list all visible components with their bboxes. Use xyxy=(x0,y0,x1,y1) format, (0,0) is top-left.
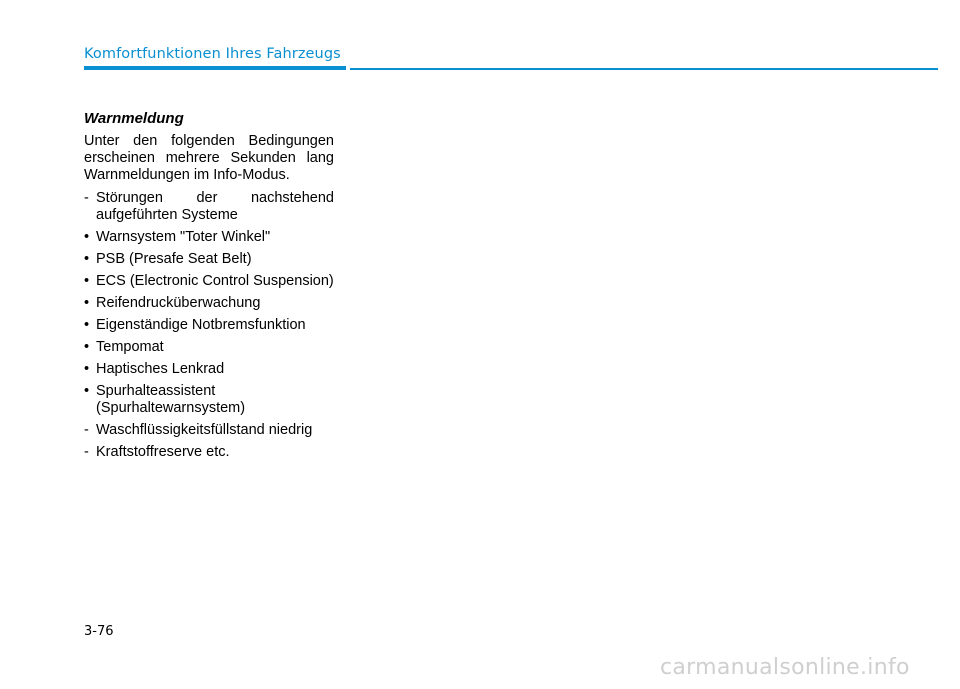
dash-marker: - xyxy=(84,444,89,460)
dash-item-text: Kraftstoffreserve etc. xyxy=(96,444,230,460)
bullet-marker: • xyxy=(84,361,90,377)
bullet-item xyxy=(84,229,334,246)
bullet-item xyxy=(84,295,334,312)
bullet-item-text: Haptisches Lenkrad xyxy=(96,361,225,377)
header-rule-thin xyxy=(350,68,938,70)
dash-item xyxy=(84,190,334,224)
bullet-item xyxy=(84,251,334,268)
manual-content xyxy=(84,110,334,466)
bullet-item xyxy=(84,339,334,356)
dash-item-text: Störungen der nachstehend aufgeführten Systeme xyxy=(96,190,334,223)
bullet-item xyxy=(84,383,334,417)
bullet-marker: • xyxy=(84,251,90,267)
bullet-item-text: Warnsystem "Toter Winkel" xyxy=(96,229,271,245)
bullet-marker: • xyxy=(84,383,90,399)
bullet-marker: • xyxy=(84,229,90,245)
bullet-marker: • xyxy=(84,273,90,289)
dash-item xyxy=(84,444,334,461)
bullet-item-text: Reifendrucküberwachung xyxy=(96,295,261,311)
bullet-item-text: ECS (Electronic Control Suspension) xyxy=(96,273,334,289)
bullet-item-text: Tempomat xyxy=(96,339,164,355)
dash-item xyxy=(84,422,334,439)
bullet-item xyxy=(84,273,334,290)
watermark-text: carmanualsonline.info xyxy=(660,655,910,680)
dash-marker: - xyxy=(84,422,89,438)
page-number: 3-76 xyxy=(84,624,114,639)
bullet-marker: • xyxy=(84,295,90,311)
bullet-item-text: PSB (Presafe Seat Belt) xyxy=(96,251,252,267)
bullet-marker: • xyxy=(84,339,90,355)
section-title: Komfortfunktionen Ihres Fahrzeugs xyxy=(84,46,341,62)
bullet-marker: • xyxy=(84,317,90,333)
dash-item-text: Waschflüssigkeitsfüllstand niedrig xyxy=(96,422,313,438)
header-rule-thick xyxy=(84,66,346,70)
section-heading: Warnmeldung xyxy=(84,110,184,127)
bullet-item-text: Spurhalteassistent (Spurhaltewarnsystem) xyxy=(96,383,246,416)
bullet-item xyxy=(84,317,334,334)
bullet-item xyxy=(84,361,334,378)
dash-marker: - xyxy=(84,190,89,206)
intro-paragraph: Unter den folgenden Bedingungen erscheinen mehrere Sekunden lang Warnmeldungen im Info-Modus. xyxy=(84,133,334,183)
bullet-item-text: Eigenständige Notbremsfunktion xyxy=(96,317,306,333)
